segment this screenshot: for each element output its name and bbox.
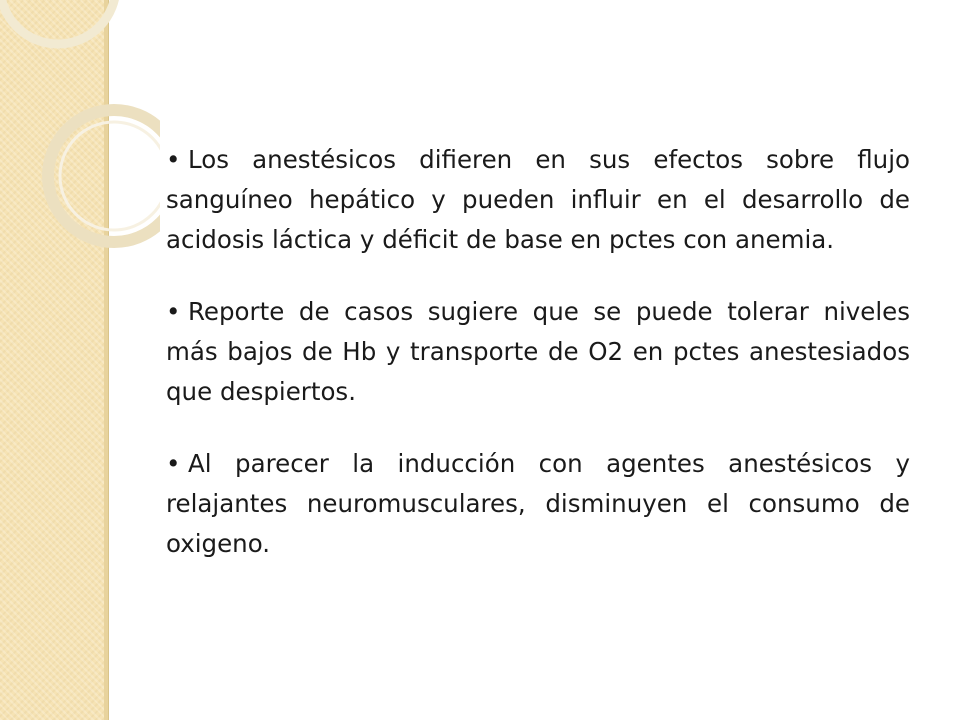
- bullet-mark: •: [166, 145, 181, 174]
- bullet-text: Al parecer la inducción con agentes anestésicos y relajantes neuromusculares, disminuyen el consumo de oxigeno.: [166, 449, 910, 558]
- bullet-text: Reporte de casos sugiere que se puede tolerar niveles más bajos de Hb y transporte de O2 en pctes anestesiados que despiertos.: [166, 297, 910, 406]
- bullet-mark: •: [166, 449, 181, 478]
- bullet-item-3: [166, 444, 910, 564]
- bullet-text: Los anestésicos difieren en sus efectos sobre flujo sanguíneo hepático y pueden influir en el desarrollo de acidosis láctica y déficit de base en pctes con anemia.: [166, 145, 910, 254]
- decorative-side-band: [0, 0, 104, 720]
- bullet-item-2: [166, 292, 910, 412]
- bullet-list: [166, 140, 910, 596]
- side-band-divider-line: [108, 0, 109, 720]
- bullet-mark: •: [166, 297, 181, 326]
- bullet-item-1: [166, 140, 910, 260]
